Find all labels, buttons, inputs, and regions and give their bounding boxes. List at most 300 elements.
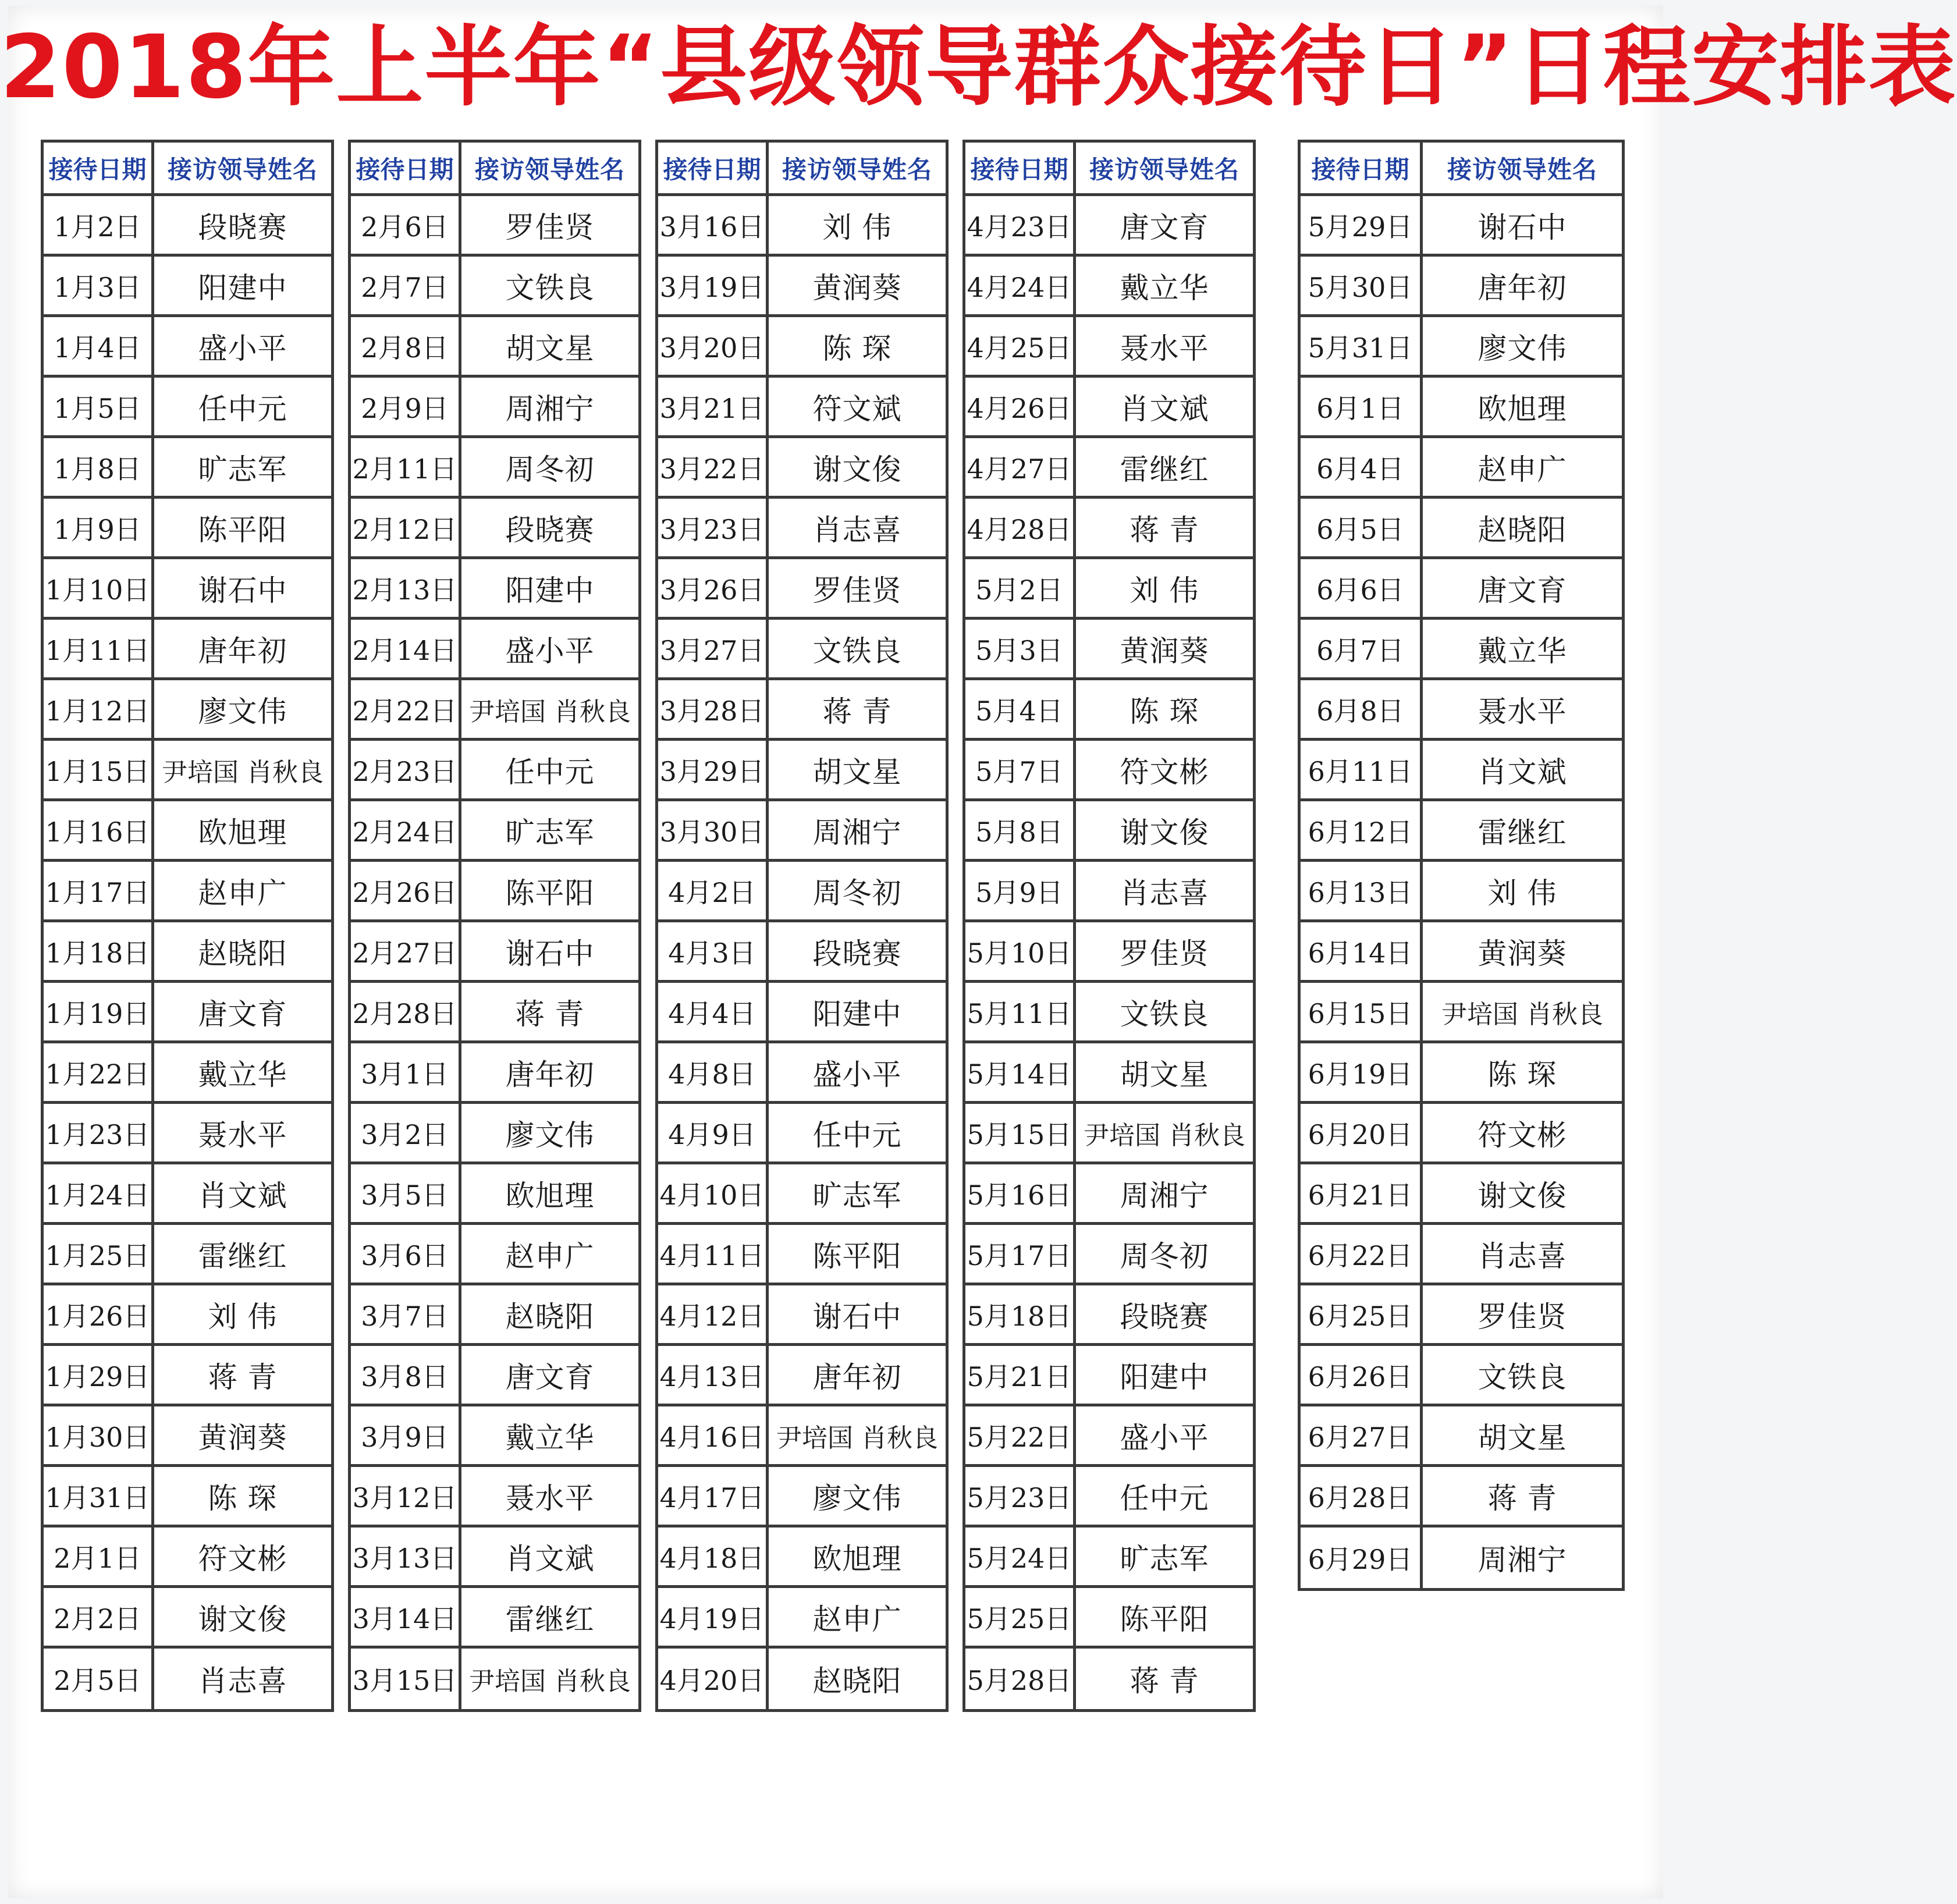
cell-date: 3月15日 <box>351 1649 461 1709</box>
cell-leader-name: 文铁良 <box>1477 1360 1567 1394</box>
cell-leader-name: 尹培国 肖秋良 <box>162 757 324 787</box>
cell-date: 5月9日 <box>965 862 1076 919</box>
table-row <box>965 1285 1253 1346</box>
table-row <box>1301 1225 1622 1285</box>
cell-leader-name: 蒋 青 <box>1487 1481 1557 1515</box>
cell-date: 3月1日 <box>351 1043 461 1101</box>
table-row <box>44 1225 331 1285</box>
table-row <box>658 196 946 257</box>
cell-leader-name: 盛小平 <box>505 634 595 668</box>
table-row <box>351 559 638 620</box>
cell-leader-name: 尹培国 肖秋良 <box>469 697 631 727</box>
cell-date: 1月4日 <box>44 317 154 375</box>
cell-leader-name: 周湘宁 <box>1477 1543 1567 1577</box>
schedule-table-1 <box>41 140 334 1712</box>
table-row <box>351 1164 638 1225</box>
cell-date: 1月15日 <box>44 741 154 798</box>
cell-leader-name: 聂水平 <box>1477 694 1567 729</box>
header-name: 接访领导姓名 <box>1447 155 1597 184</box>
cell-date: 4月10日 <box>658 1164 769 1222</box>
table-row <box>351 1588 638 1649</box>
table-row <box>965 801 1253 862</box>
table-header <box>351 143 638 196</box>
cell-date: 3月16日 <box>658 196 769 254</box>
cell-date: 3月22日 <box>658 438 769 496</box>
cell-date: 6月26日 <box>1301 1346 1423 1404</box>
table-row <box>658 922 946 983</box>
cell-date: 5月29日 <box>1301 196 1423 254</box>
cell-leader-name: 唐年初 <box>198 634 287 668</box>
cell-date: 4月20日 <box>658 1649 769 1709</box>
cell-leader-name: 段晓赛 <box>505 513 595 547</box>
cell-leader-name: 赵晓阳 <box>1477 513 1567 547</box>
cell-leader-name: 聂水平 <box>1120 331 1209 365</box>
cell-leader-name: 陈平阳 <box>1120 1602 1209 1636</box>
table-row <box>658 317 946 378</box>
cell-leader-name: 唐文育 <box>1477 573 1567 608</box>
cell-date: 1月16日 <box>44 801 154 859</box>
table-row <box>965 1588 1253 1649</box>
table-header <box>965 143 1253 196</box>
table-row <box>44 1649 331 1709</box>
cell-leader-name: 尹培国 肖秋良 <box>776 1423 938 1453</box>
header-date: 接待日期 <box>658 143 769 193</box>
table-row <box>965 1528 1253 1588</box>
cell-leader-name: 欧旭理 <box>812 1541 902 1576</box>
cell-date: 2月9日 <box>351 378 461 435</box>
cell-date: 1月17日 <box>44 862 154 919</box>
cell-leader-name: 黄润葵 <box>1477 936 1567 971</box>
cell-date: 5月22日 <box>965 1406 1076 1464</box>
table-row <box>44 801 331 862</box>
cell-date: 4月19日 <box>658 1588 769 1646</box>
table-row <box>351 378 638 438</box>
table-row <box>1301 257 1622 317</box>
table-row <box>658 1346 946 1406</box>
cell-date: 5月3日 <box>965 620 1076 677</box>
table-row <box>965 983 1253 1043</box>
cell-leader-name: 赵晓阳 <box>505 1299 595 1334</box>
cell-date: 4月25日 <box>965 317 1076 375</box>
cell-leader-name: 赵申广 <box>198 876 287 910</box>
table-row <box>1301 196 1622 257</box>
table-row <box>44 862 331 922</box>
cell-leader-name: 陈平阳 <box>198 513 287 547</box>
table-row <box>965 196 1253 257</box>
table-row <box>658 680 946 741</box>
table-row <box>658 1588 946 1649</box>
cell-date: 4月24日 <box>965 257 1076 314</box>
cell-date: 2月7日 <box>351 257 461 314</box>
cell-leader-name: 戴立华 <box>505 1420 595 1455</box>
table-row <box>351 801 638 862</box>
cell-leader-name: 聂水平 <box>505 1481 595 1515</box>
cell-leader-name: 肖志喜 <box>1477 1239 1567 1273</box>
cell-leader-name: 欧旭理 <box>198 815 287 850</box>
cell-leader-name: 戴立华 <box>1120 271 1209 305</box>
table-row <box>1301 1164 1622 1225</box>
cell-date: 5月24日 <box>965 1528 1076 1585</box>
cell-leader-name: 陈平阳 <box>505 876 595 910</box>
cell-leader-name: 陈 琛 <box>1487 1057 1557 1092</box>
table-row <box>658 862 946 922</box>
cell-date: 6月20日 <box>1301 1104 1423 1161</box>
table-row <box>965 559 1253 620</box>
cell-date: 4月23日 <box>965 196 1076 254</box>
cell-date: 5月18日 <box>965 1285 1076 1343</box>
table-row <box>965 438 1253 499</box>
cell-date: 6月29日 <box>1301 1528 1423 1588</box>
cell-date: 2月23日 <box>351 741 461 798</box>
cell-date: 6月12日 <box>1301 801 1423 859</box>
table-row <box>1301 1043 1622 1104</box>
table-row <box>965 922 1253 983</box>
table-row <box>965 1649 1253 1709</box>
cell-leader-name: 赵晓阳 <box>198 936 287 971</box>
cell-date: 3月29日 <box>658 741 769 798</box>
cell-date: 1月29日 <box>44 1346 154 1404</box>
cell-date: 1月25日 <box>44 1225 154 1283</box>
cell-leader-name: 黄润葵 <box>812 271 902 305</box>
cell-leader-name: 陈 琛 <box>208 1481 278 1515</box>
table-row <box>965 741 1253 801</box>
cell-date: 5月4日 <box>965 680 1076 738</box>
cell-leader-name: 胡文星 <box>505 331 595 365</box>
table-row <box>1301 1346 1622 1406</box>
cell-date: 4月26日 <box>965 378 1076 435</box>
cell-leader-name: 任中元 <box>812 1118 902 1152</box>
table-row <box>1301 559 1622 620</box>
cell-date: 5月25日 <box>965 1588 1076 1646</box>
table-row <box>351 1225 638 1285</box>
cell-leader-name: 段晓赛 <box>1120 1299 1209 1334</box>
cell-leader-name: 任中元 <box>1120 1481 1209 1515</box>
cell-date: 2月1日 <box>44 1528 154 1585</box>
table-row <box>658 1649 946 1709</box>
table-row <box>351 1104 638 1164</box>
cell-date: 5月30日 <box>1301 257 1423 314</box>
cell-date: 6月13日 <box>1301 862 1423 919</box>
cell-date: 5月7日 <box>965 741 1076 798</box>
table-header <box>44 143 331 196</box>
cell-leader-name: 胡文星 <box>1120 1057 1209 1092</box>
cell-date: 2月24日 <box>351 801 461 859</box>
cell-leader-name: 周湘宁 <box>505 392 595 426</box>
cell-date: 3月27日 <box>658 620 769 677</box>
table-row <box>658 1406 946 1467</box>
table-row <box>658 1164 946 1225</box>
cell-leader-name: 胡文星 <box>1477 1420 1567 1455</box>
cell-date: 3月23日 <box>658 499 769 556</box>
table-row <box>965 499 1253 559</box>
cell-leader-name: 文铁良 <box>1120 997 1209 1031</box>
cell-date: 3月28日 <box>658 680 769 738</box>
cell-date: 1月23日 <box>44 1104 154 1161</box>
cell-date: 3月9日 <box>351 1406 461 1464</box>
table-row <box>1301 499 1622 559</box>
cell-leader-name: 蒋 青 <box>208 1360 278 1394</box>
cell-date: 6月4日 <box>1301 438 1423 496</box>
cell-date: 1月3日 <box>44 257 154 314</box>
table-row <box>658 741 946 801</box>
cell-date: 3月5日 <box>351 1164 461 1222</box>
table-row <box>1301 680 1622 741</box>
cell-leader-name: 陈平阳 <box>812 1239 902 1273</box>
table-row <box>1301 1104 1622 1164</box>
cell-leader-name: 肖文斌 <box>505 1541 595 1576</box>
cell-leader-name: 廖文伟 <box>1477 331 1567 365</box>
cell-leader-name: 肖志喜 <box>1120 876 1209 910</box>
cell-date: 4月17日 <box>658 1467 769 1525</box>
cell-leader-name: 尹培国 肖秋良 <box>1084 1120 1245 1150</box>
cell-date: 2月28日 <box>351 983 461 1040</box>
table-row <box>965 1406 1253 1467</box>
header-name: 接访领导姓名 <box>1089 155 1239 184</box>
header-name: 接访领导姓名 <box>474 155 625 184</box>
cell-date: 1月24日 <box>44 1164 154 1222</box>
cell-leader-name: 旷志军 <box>198 452 287 486</box>
cell-leader-name: 肖文斌 <box>198 1178 287 1213</box>
table-row <box>44 983 331 1043</box>
table-row <box>658 438 946 499</box>
table-row <box>965 1467 1253 1528</box>
cell-leader-name: 谢石中 <box>812 1299 902 1334</box>
cell-leader-name: 陈 琛 <box>1130 694 1199 729</box>
cell-leader-name: 阳建中 <box>505 573 595 608</box>
table-row <box>351 862 638 922</box>
table-row <box>44 1406 331 1467</box>
table-row <box>44 196 331 257</box>
cell-date: 3月2日 <box>351 1104 461 1161</box>
cell-date: 1月12日 <box>44 680 154 738</box>
table-row <box>965 317 1253 378</box>
cell-leader-name: 廖文伟 <box>198 694 287 729</box>
table-row <box>351 196 638 257</box>
table-row <box>1301 378 1622 438</box>
cell-leader-name: 周冬初 <box>812 876 902 910</box>
table-row <box>44 1528 331 1588</box>
cell-date: 6月8日 <box>1301 680 1423 738</box>
cell-date: 6月5日 <box>1301 499 1423 556</box>
table-row <box>44 499 331 559</box>
cell-leader-name: 刘 伟 <box>1487 876 1557 910</box>
table-row <box>351 438 638 499</box>
table-row <box>1301 922 1622 983</box>
cell-leader-name: 雷继红 <box>505 1602 595 1636</box>
table-row <box>658 1104 946 1164</box>
cell-date: 1月5日 <box>44 378 154 435</box>
table-row <box>658 620 946 680</box>
table-row <box>1301 438 1622 499</box>
table-row <box>965 620 1253 680</box>
cell-date: 4月11日 <box>658 1225 769 1283</box>
cell-date: 2月27日 <box>351 922 461 980</box>
cell-date: 3月12日 <box>351 1467 461 1525</box>
cell-date: 2月6日 <box>351 196 461 254</box>
cell-leader-name: 唐文育 <box>505 1360 595 1394</box>
cell-date: 6月14日 <box>1301 922 1423 980</box>
cell-date: 5月11日 <box>965 983 1076 1040</box>
table-row <box>44 1164 331 1225</box>
cell-leader-name: 刘 伟 <box>208 1299 278 1334</box>
table-row <box>1301 1285 1622 1346</box>
cell-leader-name: 蒋 青 <box>1130 1664 1199 1698</box>
schedule-table-5 <box>1298 140 1625 1591</box>
table-row <box>965 1346 1253 1406</box>
cell-date: 4月12日 <box>658 1285 769 1343</box>
cell-leader-name: 旷志军 <box>1120 1541 1209 1576</box>
cell-leader-name: 欧旭理 <box>505 1178 595 1213</box>
cell-date: 1月9日 <box>44 499 154 556</box>
table-row <box>351 499 638 559</box>
table-row <box>44 1346 331 1406</box>
table-row <box>965 680 1253 741</box>
page-title: 2018年上半年“县级领导群众接待日”日程安排表 <box>0 17 1957 118</box>
cell-date: 5月23日 <box>965 1467 1076 1525</box>
table-header <box>658 143 946 196</box>
cell-leader-name: 刘 伟 <box>1130 573 1199 608</box>
table-row <box>1301 801 1622 862</box>
cell-date: 2月11日 <box>351 438 461 496</box>
cell-date: 3月13日 <box>351 1528 461 1585</box>
cell-date: 1月11日 <box>44 620 154 677</box>
cell-leader-name: 文铁良 <box>505 271 595 305</box>
table-row <box>658 499 946 559</box>
cell-date: 2月26日 <box>351 862 461 919</box>
table-row <box>44 317 331 378</box>
table-row <box>44 1588 331 1649</box>
cell-date: 5月28日 <box>965 1649 1076 1709</box>
schedule-table-3 <box>655 140 949 1712</box>
cell-leader-name: 周冬初 <box>505 452 595 486</box>
cell-date: 2月2日 <box>44 1588 154 1646</box>
cell-leader-name: 黄润葵 <box>198 1420 287 1455</box>
table-row <box>658 378 946 438</box>
cell-date: 3月21日 <box>658 378 769 435</box>
table-row <box>351 680 638 741</box>
cell-leader-name: 尹培国 肖秋良 <box>469 1667 631 1696</box>
table-row <box>965 378 1253 438</box>
cell-date: 5月14日 <box>965 1043 1076 1101</box>
table-row <box>1301 1528 1622 1588</box>
table-row <box>44 680 331 741</box>
cell-leader-name: 尹培国 肖秋良 <box>1441 999 1603 1029</box>
table-row <box>965 1225 1253 1285</box>
table-row <box>658 1528 946 1588</box>
cell-leader-name: 段晓赛 <box>198 210 287 244</box>
cell-date: 6月27日 <box>1301 1406 1423 1464</box>
table-row <box>44 620 331 680</box>
table-row <box>1301 1467 1622 1528</box>
cell-leader-name: 周湘宁 <box>1120 1178 1209 1213</box>
cell-leader-name: 文铁良 <box>812 634 902 668</box>
table-row <box>351 1528 638 1588</box>
cell-leader-name: 雷继红 <box>1120 452 1209 486</box>
table-row <box>351 1649 638 1709</box>
cell-leader-name: 盛小平 <box>198 331 287 365</box>
table-row <box>1301 620 1622 680</box>
cell-date: 1月8日 <box>44 438 154 496</box>
cell-date: 1月22日 <box>44 1043 154 1101</box>
cell-date: 4月8日 <box>658 1043 769 1101</box>
table-row <box>44 741 331 801</box>
table-row <box>44 1285 331 1346</box>
table-row <box>44 1043 331 1104</box>
cell-leader-name: 符文彬 <box>1120 755 1209 789</box>
table-row <box>351 317 638 378</box>
cell-leader-name: 戴立华 <box>1477 634 1567 668</box>
cell-leader-name: 任中元 <box>198 392 287 426</box>
header-date: 接待日期 <box>1301 143 1423 193</box>
cell-leader-name: 符文彬 <box>198 1541 287 1576</box>
cell-leader-name: 符文彬 <box>1477 1118 1567 1152</box>
cell-date: 1月30日 <box>44 1406 154 1464</box>
cell-date: 3月8日 <box>351 1346 461 1404</box>
cell-date: 2月14日 <box>351 620 461 677</box>
cell-leader-name: 旷志军 <box>812 1178 902 1213</box>
cell-date: 2月22日 <box>351 680 461 738</box>
table-row <box>351 1285 638 1346</box>
cell-leader-name: 罗佳贤 <box>505 210 595 244</box>
table-row <box>44 378 331 438</box>
table-row <box>658 983 946 1043</box>
table-row <box>351 1406 638 1467</box>
cell-date: 1月2日 <box>44 196 154 254</box>
cell-date: 4月18日 <box>658 1528 769 1585</box>
cell-date: 4月3日 <box>658 922 769 980</box>
schedule-table-2 <box>348 140 641 1712</box>
cell-leader-name: 阳建中 <box>812 997 902 1031</box>
cell-leader-name: 黄润葵 <box>1120 634 1209 668</box>
header-name: 接访领导姓名 <box>167 155 318 184</box>
header-date: 接待日期 <box>965 143 1076 193</box>
cell-date: 4月2日 <box>658 862 769 919</box>
table-row <box>351 1467 638 1528</box>
cell-date: 6月25日 <box>1301 1285 1423 1343</box>
cell-date: 4月9日 <box>658 1104 769 1161</box>
table-header <box>1301 143 1622 196</box>
cell-leader-name: 欧旭理 <box>1477 392 1567 426</box>
cell-leader-name: 唐年初 <box>812 1360 902 1394</box>
cell-leader-name: 赵申广 <box>1477 452 1567 486</box>
cell-date: 5月10日 <box>965 922 1076 980</box>
cell-leader-name: 谢石中 <box>198 573 287 608</box>
table-row <box>44 559 331 620</box>
cell-leader-name: 戴立华 <box>198 1057 287 1092</box>
table-row <box>1301 317 1622 378</box>
cell-date: 2月8日 <box>351 317 461 375</box>
table-row <box>44 438 331 499</box>
cell-leader-name: 盛小平 <box>812 1057 902 1092</box>
cell-date: 1月10日 <box>44 559 154 617</box>
cell-date: 2月13日 <box>351 559 461 617</box>
table-row <box>658 801 946 862</box>
table-row <box>965 1104 1253 1164</box>
table-row <box>965 862 1253 922</box>
cell-leader-name: 肖文斌 <box>1120 392 1209 426</box>
cell-date: 2月12日 <box>351 499 461 556</box>
cell-date: 2月5日 <box>44 1649 154 1709</box>
cell-date: 3月7日 <box>351 1285 461 1343</box>
cell-leader-name: 肖文斌 <box>1477 755 1567 789</box>
cell-leader-name: 阳建中 <box>198 271 287 305</box>
cell-date: 6月15日 <box>1301 983 1423 1040</box>
cell-date: 5月21日 <box>965 1346 1076 1404</box>
cell-leader-name: 周湘宁 <box>812 815 902 850</box>
table-row <box>351 1043 638 1104</box>
cell-date: 1月26日 <box>44 1285 154 1343</box>
cell-leader-name: 谢文俊 <box>812 452 902 486</box>
